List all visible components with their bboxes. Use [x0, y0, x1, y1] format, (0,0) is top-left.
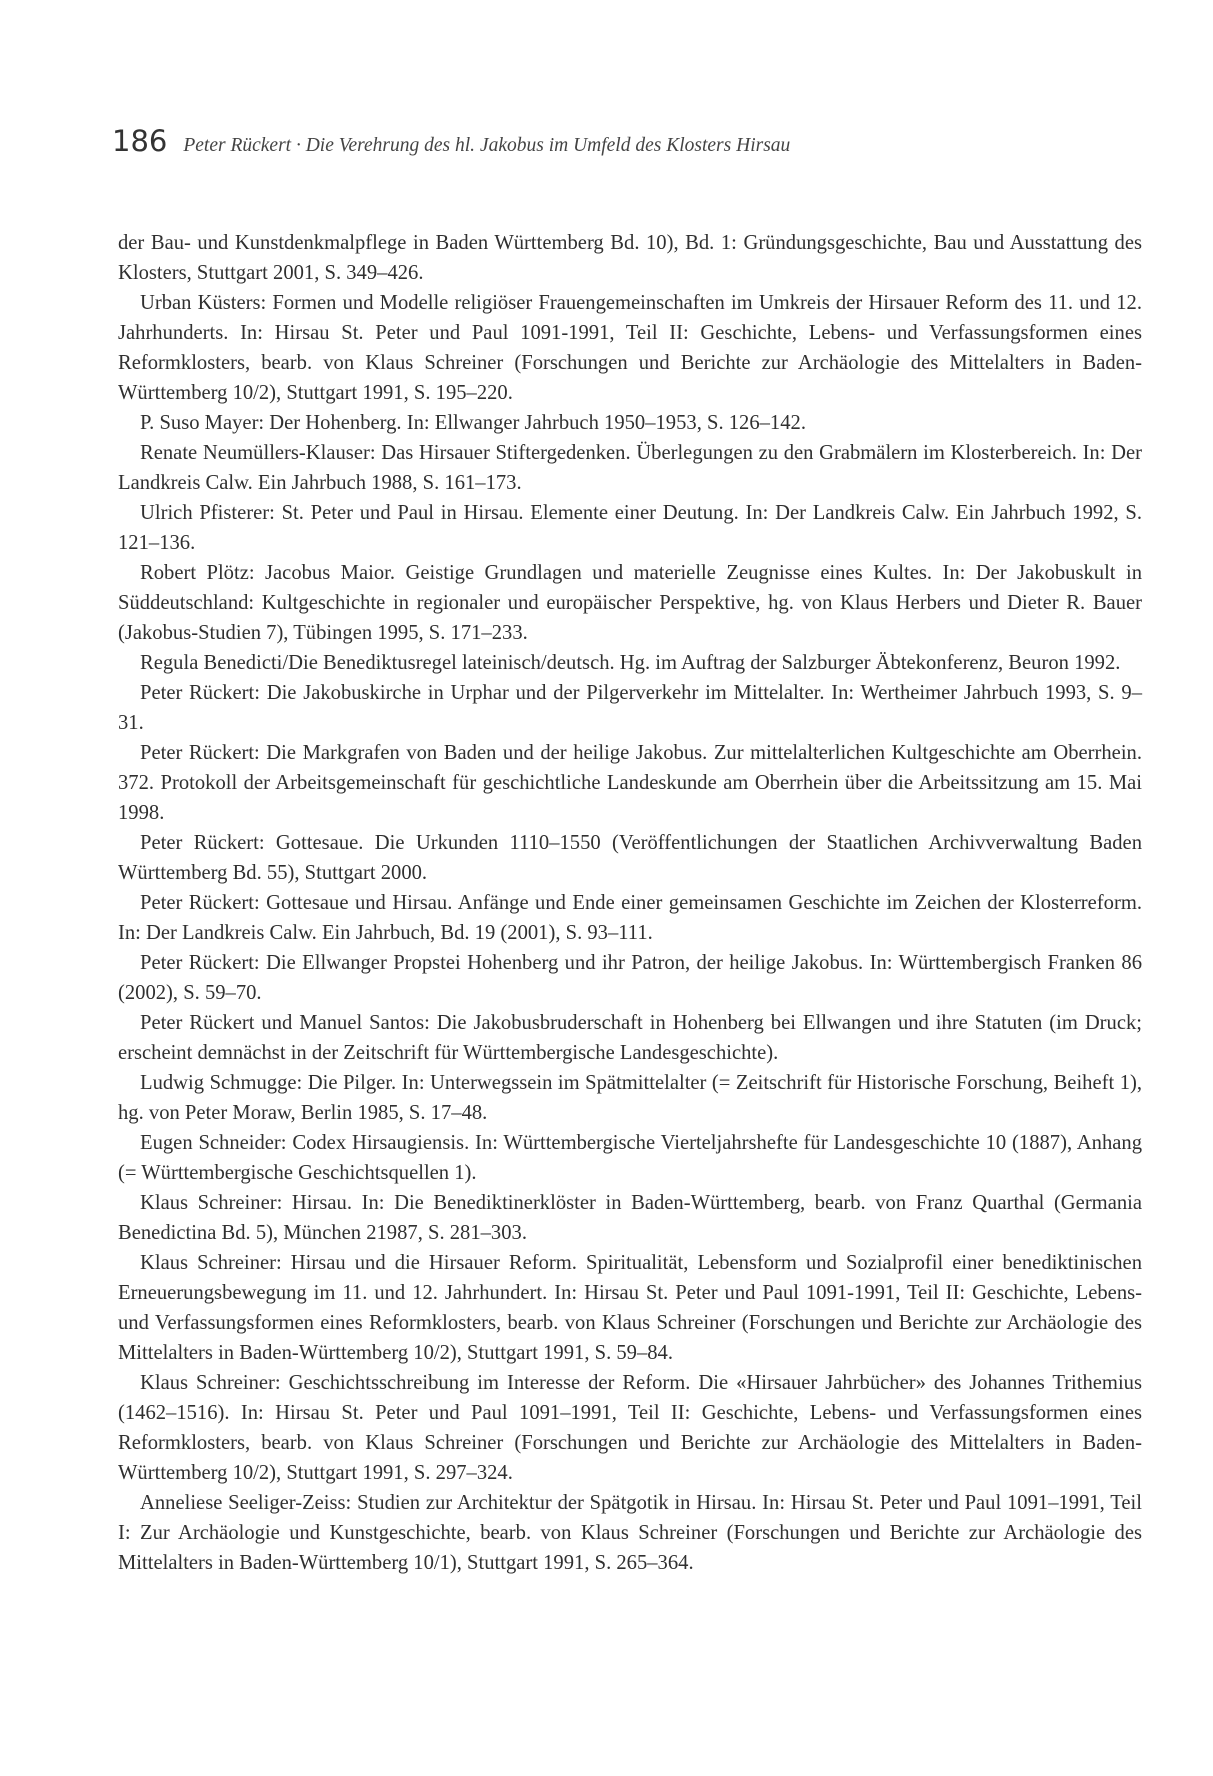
bibliography-entry-kuesters: Urban Küsters: Formen und Modelle religiöser Frauengemeinschaften im Umkreis der Hirsauer Reform des 11. und 12. Jahrhunderts. In: Hirsau St. Peter und Paul 1091-1991, Teil II: Geschichte, Lebens- und Verfassungsformen eines Reformklosters, bearb. von Klaus Schreiner (Forschungen und Berichte zur Archäologie des Mittelalters in Baden-Württemberg 10/2), Stuttgart 1991, S. 195–220.	[118, 292, 1142, 404]
bibliography-entry-schneider: Eugen Schneider: Codex Hirsaugiensis. In: Württembergische Vierteljahrshefte für Landesgeschichte 10 (1887), Anhang (= Württembergische Geschichtsquellen 1).	[118, 1132, 1142, 1184]
bibliography-entry-schreiner-reform: Klaus Schreiner: Hirsau und die Hirsauer Reform. Spiritualität, Lebensform und Sozialprofil einer benediktinischen Erneuerungsbewegung im 11. und 12. Jahrhundert. In: Hirsau St. Peter und Paul 1091-1991, Teil II: Geschichte, Lebens- und Verfassungsformen eines Reformklosters, bearb. von Klaus Schreiner (Forschungen und Berichte zur Archäologie des Mittelalters in Baden-Württemberg 10/2), Stuttgart 1991, S. 59–84.	[118, 1252, 1142, 1364]
bibliography-entry-neumuellers-klauser: Renate Neumüllers-Klauser: Das Hirsauer Stiftergedenken. Überlegungen zu den Grabmälern im Klosterbereich. In: Der Landkreis Calw. Ein Jahrbuch 1988, S. 161–173.	[118, 442, 1142, 494]
bibliography-entry-seeliger-zeiss: Anneliese Seeliger-Zeiss: Studien zur Architektur der Spätgotik in Hirsau. In: Hirsau St. Peter und Paul 1091–1991, Teil I: Zur Archäologie und Kunstgeschichte, bearb. von Klaus Schreiner (Forschungen und Berichte zur Archäologie des Mittelalters in Baden-Württemberg 10/1), Stuttgart 1991, S. 265–364.	[118, 1492, 1142, 1574]
bibliography-entry-schreiner-geschichtsschreibung: Klaus Schreiner: Geschichtsschreibung im Interesse der Reform. Die «Hirsauer Jahrbücher» des Johannes Trithemius (1462–1516). In: Hirsau St. Peter und Paul 1091–1991, Teil II: Geschichte, Lebens- und Verfassungsformen eines Reformklosters, bearb. von Klaus Schreiner (Forschungen und Berichte zur Archäologie des Mittelalters in Baden-Württemberg 10/2), Stuttgart 1991, S. 297–324.	[118, 1372, 1142, 1484]
bibliography-entry-rueckert-markgrafen: Peter Rückert: Die Markgrafen von Baden und der heilige Jakobus. Zur mittelalterlichen Kultgeschichte am Oberrhein. 372. Protokoll der Arbeitsgemeinschaft für geschichtliche Landeskunde am Oberrhein über die Arbeitssitzung am 15. Mai 1998.	[118, 742, 1142, 824]
bibliography	[118, 228, 1142, 1578]
bibliography-entry-ploetz: Robert Plötz: Jacobus Maior. Geistige Grundlagen und materielle Zeugnisse eines Kultes. In: Der Jakobuskult in Süddeutschland: Kultgeschichte in regionaler und europäischer Perspektive, hg. von Klaus Herbers und Dieter R. Bauer (Jakobus-Studien 7), Tübingen 1995, S. 171–233.	[118, 562, 1142, 644]
page-header	[112, 124, 1112, 164]
bibliography-entry-rueckert-gottesaue-hirsau: Peter Rückert: Gottesaue und Hirsau. Anfänge und Ende einer gemeinsamen Geschichte im Zeichen der Klosterreform. In: Der Landkreis Calw. Ein Jahrbuch, Bd. 19 (2001), S. 93–111.	[118, 892, 1142, 944]
bibliography-entry-pfisterer: Ulrich Pfisterer: St. Peter und Paul in Hirsau. Elemente einer Deutung. In: Der Landkreis Calw. Ein Jahrbuch 1992, S. 121–136.	[118, 502, 1142, 554]
bibliography-entry-regula-benedicti: Regula Benedicti/Die Benediktusregel lateinisch/deutsch. Hg. im Auftrag der Salzburger Äbtekonferenz, Beuron 1992.	[140, 652, 1121, 674]
bibliography-entry-rueckert-urphar: Peter Rückert: Die Jakobuskirche in Urphar und der Pilgerverkehr im Mittelalter. In: Wertheimer Jahrbuch 1993, S. 9–31.	[118, 682, 1142, 734]
bibliography-entry-rueckert-gottesaue: Peter Rückert: Gottesaue. Die Urkunden 1110–1550 (Veröffentlichungen der Staatlichen Archivverwaltung Baden Württemberg Bd. 55), Stuttgart 2000.	[118, 832, 1142, 884]
bibliography-entry-schreiner-hirsau: Klaus Schreiner: Hirsau. In: Die Benediktinerklöster in Baden-Württemberg, bearb. von Franz Quarthal (Germania Benedictina Bd. 5), München 21987, S. 281–303.	[118, 1192, 1142, 1244]
bibliography-entry-mayer: P. Suso Mayer: Der Hohenberg. In: Ellwanger Jahrbuch 1950–1953, S. 126–142.	[140, 412, 806, 434]
page-number: 186	[112, 124, 168, 158]
bibliography-entry-schmugge: Ludwig Schmugge: Die Pilger. In: Unterwegssein im Spätmittelalter (= Zeitschrift für Historische Forschung, Beiheft 1), hg. von Peter Moraw, Berlin 1985, S. 17–48.	[118, 1072, 1142, 1124]
bibliography-entry-rueckert-santos: Peter Rückert und Manuel Santos: Die Jakobusbruderschaft in Hohenberg bei Ellwangen und ihre Statuten (im Druck; erscheint demnächst in der Zeitschrift für Württembergische Landesgeschichte).	[118, 1012, 1142, 1064]
running-title: Peter Rückert · Die Verehrung des hl. Jakobus im Umfeld des Klosters Hirsau	[183, 135, 791, 156]
bibliography-entry-rueckert-hohenberg: Peter Rückert: Die Ellwanger Propstei Hohenberg und ihr Patron, der heilige Jakobus. In: Württembergisch Franken 86 (2002), S. 59–70.	[118, 952, 1142, 1004]
bibliography-entry-continuation: der Bau- und Kunstdenkmalpflege in Baden Württemberg Bd. 10), Bd. 1: Gründungsgeschichte, Bau und Ausstattung des Klosters, Stuttgart 2001, S. 349–426.	[118, 232, 1142, 284]
